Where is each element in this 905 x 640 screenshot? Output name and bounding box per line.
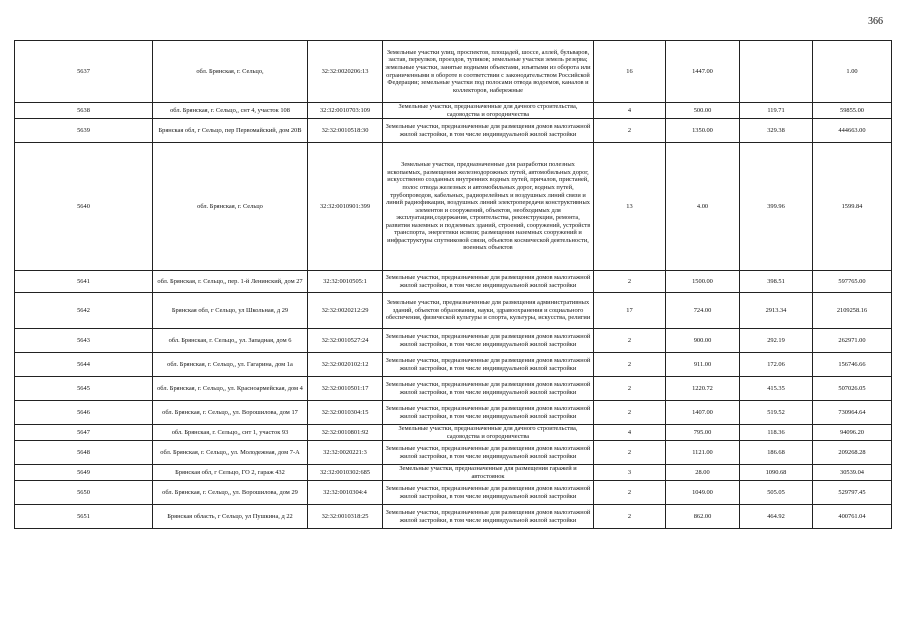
cadastral-value-cell: 209268.28 — [813, 441, 892, 465]
cadastral-value-cell: 156746.66 — [813, 353, 892, 377]
area-cell: 911.00 — [666, 353, 740, 377]
page-number: 366 — [868, 16, 883, 27]
rate-cell: 2913.34 — [740, 293, 813, 329]
table-row — [15, 505, 892, 529]
land-use-cell: Земельные участки, предназначенные для дачного строительства, садоводства и огородничества — [383, 425, 594, 441]
table-row — [15, 103, 892, 119]
rate-cell: 172.06 — [740, 353, 813, 377]
row-number-cell: 5638 — [15, 103, 153, 119]
table-row — [15, 465, 892, 481]
row-number-cell: 5651 — [15, 505, 153, 529]
land-use-cell: Земельные участки, предназначенные для размещения домов малоэтажной жилой застройки, в том числе индивидуальной жилой застройки — [383, 271, 594, 293]
area-cell: 4.00 — [666, 143, 740, 271]
land-use-cell: Земельные участки, предназначенные для размещения домов малоэтажной жилой застройки, в том числе индивидуальной жилой застройки — [383, 441, 594, 465]
address-cell: обл. Брянская, г. Сельцо, — [153, 41, 308, 103]
row-number-cell: 5645 — [15, 377, 153, 401]
cadastral-value-cell: 262971.00 — [813, 329, 892, 353]
cadastral-value-cell: 529797.45 — [813, 481, 892, 505]
group-cell: 2 — [594, 271, 666, 293]
land-use-cell: Земельные участки, предназначенные для дачного строительства, садоводства и огородничества — [383, 103, 594, 119]
table-row — [15, 143, 892, 271]
cadastral-number-cell: 32:32:0010801:92 — [308, 425, 383, 441]
land-use-cell: Земельные участки, предназначенные для разработки полезных ископаемых, размещения железнодорожных путей, автомобильных дорог, искусственно созданных внутренних водных путей, причалов, пристаней, полос отвода железных и автомобильных дорог, водных путей, трубопроводов, кабельных, радиорелейных и воздушных линий связи и линий радиофикации, воздушных линий электропередачи конструктивных элементов и сооружений, объектов, необходимых для эксплуатации,содержания, строительства, реконструкции, ремонта, развития наземных и подземных зданий, строений, сооружений, устройств транспорта, энергетики исвязи; размещения наземных сооружений и инфраструктуры спутниковой связи, объектов космической деятельности, военных объектов — [383, 143, 594, 271]
rate-cell: 464.92 — [740, 505, 813, 529]
land-use-cell: Земельные участки, предназначенные для размещения домов малоэтажной жилой застройки, в том числе индивидуальной жилой застройки — [383, 329, 594, 353]
address-cell: обл. Брянская, г. Сельцо,, ул. Ворошилова, дом 17 — [153, 401, 308, 425]
group-cell: 13 — [594, 143, 666, 271]
row-number-cell: 5637 — [15, 41, 153, 103]
address-cell: обл. Брянская, г. Сельцо,, ул. Западная, дом 6 — [153, 329, 308, 353]
row-number-cell: 5646 — [15, 401, 153, 425]
land-use-cell: Земельные участки, предназначенные для размещения домов малоэтажной жилой застройки, в том числе индивидуальной жилой застройки — [383, 353, 594, 377]
group-cell: 2 — [594, 119, 666, 143]
cadastral-number-cell: 32:32:0020221:3 — [308, 441, 383, 465]
row-number-cell: 5650 — [15, 481, 153, 505]
row-number-cell: 5644 — [15, 353, 153, 377]
land-use-cell: Земельные участки, предназначенные для размещения домов малоэтажной жилой застройки, в том числе индивидуальной жилой застройки — [383, 401, 594, 425]
rate-cell: 505.05 — [740, 481, 813, 505]
table-row — [15, 401, 892, 425]
rate-cell: 415.35 — [740, 377, 813, 401]
cadastral-number-cell: 32:32:0010901:399 — [308, 143, 383, 271]
cadastral-value-cell: 94096.20 — [813, 425, 892, 441]
group-cell: 17 — [594, 293, 666, 329]
cadastral-value-cell: 730964.64 — [813, 401, 892, 425]
cadastral-value-cell: 597765.00 — [813, 271, 892, 293]
cadastral-number-cell: 32:32:0010304:4 — [308, 481, 383, 505]
address-cell: обл. Брянская, г. Сельцо,, ул. Ворошилова, дом 29 — [153, 481, 308, 505]
row-number-cell: 5639 — [15, 119, 153, 143]
rate-cell: 398.51 — [740, 271, 813, 293]
area-cell: 1407.00 — [666, 401, 740, 425]
address-cell: обл. Брянская, г. Сельцо,, снт 1, участок 93 — [153, 425, 308, 441]
cadastral-value-cell: 444663.00 — [813, 119, 892, 143]
cadastral-value-cell: 59855.00 — [813, 103, 892, 119]
cadastral-value-cell: 1599.84 — [813, 143, 892, 271]
cadastral-number-cell: 32:32:0010505:1 — [308, 271, 383, 293]
row-number-cell: 5647 — [15, 425, 153, 441]
land-use-cell: Земельные участки, предназначенные для размещения домов малоэтажной жилой застройки, в том числе индивидуальной жилой застройки — [383, 505, 594, 529]
table-row — [15, 441, 892, 465]
row-number-cell: 5640 — [15, 143, 153, 271]
cadastral-value-cell: 400761.04 — [813, 505, 892, 529]
table-row — [15, 329, 892, 353]
table-row — [15, 271, 892, 293]
area-cell: 900.00 — [666, 329, 740, 353]
address-cell: обл. Брянская, г. Сельцо,, ул. Гагарина, дом 1а — [153, 353, 308, 377]
cadastral-number-cell: 32:32:0020102:12 — [308, 353, 383, 377]
area-cell: 28.00 — [666, 465, 740, 481]
table-row — [15, 119, 892, 143]
area-cell: 795.00 — [666, 425, 740, 441]
group-cell: 2 — [594, 329, 666, 353]
area-cell: 1121.00 — [666, 441, 740, 465]
cadastral-number-cell: 32:32:0010527:24 — [308, 329, 383, 353]
rate-cell: 119.71 — [740, 103, 813, 119]
group-cell: 2 — [594, 441, 666, 465]
rate-cell: 1090.68 — [740, 465, 813, 481]
area-cell: 1350.00 — [666, 119, 740, 143]
address-cell: Брянская обл, г Сельцо, ГО 2, гараж 432 — [153, 465, 308, 481]
cadastral-number-cell: 32:32:0020206:13 — [308, 41, 383, 103]
area-cell: 724.00 — [666, 293, 740, 329]
land-use-cell: Земельные участки, предназначенные для размещения домов малоэтажной жилой застройки, в том числе индивидуальной жилой застройки — [383, 481, 594, 505]
area-cell: 1049.00 — [666, 481, 740, 505]
group-cell: 2 — [594, 401, 666, 425]
group-cell: 2 — [594, 505, 666, 529]
cadastral-number-cell: 32:32:0010518:30 — [308, 119, 383, 143]
row-number-cell: 5649 — [15, 465, 153, 481]
cadastral-number-cell: 32:32:0020212:29 — [308, 293, 383, 329]
cadastral-number-cell: 32:32:0010703:109 — [308, 103, 383, 119]
row-number-cell: 5643 — [15, 329, 153, 353]
land-use-cell: Земельные участки, предназначенные для размещения домов малоэтажной жилой застройки, в том числе индивидуальной жилой застройки — [383, 119, 594, 143]
table-row — [15, 377, 892, 401]
table-row — [15, 293, 892, 329]
group-cell: 2 — [594, 353, 666, 377]
cadastral-number-cell: 32:32:0010302:685 — [308, 465, 383, 481]
group-cell: 2 — [594, 481, 666, 505]
cadastral-number-cell: 32:32:0010304:15 — [308, 401, 383, 425]
address-cell: Брянская обл, г Сельцо, ул Школьная, д 29 — [153, 293, 308, 329]
address-cell: обл. Брянская, г. Сельцо,, ул. Молодежная, дом 7-А — [153, 441, 308, 465]
address-cell: Брянская обл, г Сельцо, пер Первомайский, дом 20В — [153, 119, 308, 143]
address-cell: обл. Брянская, г. Сельцо,, пер. 1-й Ленинский, дом 27 — [153, 271, 308, 293]
cadastral-value-cell: 1.00 — [813, 41, 892, 103]
land-use-cell: Земельные участки, предназначенные для размещения домов малоэтажной жилой застройки, в том числе индивидуальной жилой застройки — [383, 377, 594, 401]
area-cell: 1500.00 — [666, 271, 740, 293]
rate-cell: 292.19 — [740, 329, 813, 353]
table-row — [15, 481, 892, 505]
land-registry-table — [14, 40, 892, 529]
cadastral-value-cell: 507026.05 — [813, 377, 892, 401]
area-cell: 1447.00 — [666, 41, 740, 103]
area-cell: 862.00 — [666, 505, 740, 529]
group-cell: 16 — [594, 41, 666, 103]
group-cell: 4 — [594, 425, 666, 441]
rate-cell: 399.96 — [740, 143, 813, 271]
rate-cell: 118.36 — [740, 425, 813, 441]
table-row — [15, 425, 892, 441]
area-cell: 500.00 — [666, 103, 740, 119]
address-cell: обл. Брянская, г. Сельцо — [153, 143, 308, 271]
rate-cell: 329.38 — [740, 119, 813, 143]
cadastral-value-cell: 30539.04 — [813, 465, 892, 481]
group-cell: 4 — [594, 103, 666, 119]
cadastral-value-cell: 2109258.16 — [813, 293, 892, 329]
rate-cell — [740, 41, 813, 103]
cadastral-number-cell: 32:32:0010501:17 — [308, 377, 383, 401]
row-number-cell: 5648 — [15, 441, 153, 465]
group-cell: 3 — [594, 465, 666, 481]
address-cell: обл. Брянская, г. Сельцо,, снт 4, участок 108 — [153, 103, 308, 119]
table-row — [15, 41, 892, 103]
address-cell: обл. Брянская, г. Сельцо,, ул. Красноармейская, дом 4 — [153, 377, 308, 401]
row-number-cell: 5642 — [15, 293, 153, 329]
land-use-cell: Земельные участки, предназначенные для размещения гаражей и автостоянок — [383, 465, 594, 481]
area-cell: 1220.72 — [666, 377, 740, 401]
group-cell: 2 — [594, 377, 666, 401]
rate-cell: 186.68 — [740, 441, 813, 465]
row-number-cell: 5641 — [15, 271, 153, 293]
cadastral-number-cell: 32:32:0010318:25 — [308, 505, 383, 529]
address-cell: Брянская область, г Сельцо, ул Пушкина, д 22 — [153, 505, 308, 529]
rate-cell: 519.52 — [740, 401, 813, 425]
table-row — [15, 353, 892, 377]
land-use-cell: Земельные участки улиц, проспектов, площадей, шоссе, аллей, бульваров, застав, переулков, проездов, тупиков; земельные участки земель резерва; земельные участки, занятые водными объектами, изъятыми из оборота или ограниченными в обороте в соответствии с законодательством Российской Федерации; земельные участки под полосами отвода водоемов, каналов и коллекторов, набережные — [383, 41, 594, 103]
land-use-cell: Земельные участки, предназначенные для размещения административных зданий, объектов образования, науки, здравоохранения и социального обеспечения, физической культуры и спорта, культуры, искусства, религии — [383, 293, 594, 329]
